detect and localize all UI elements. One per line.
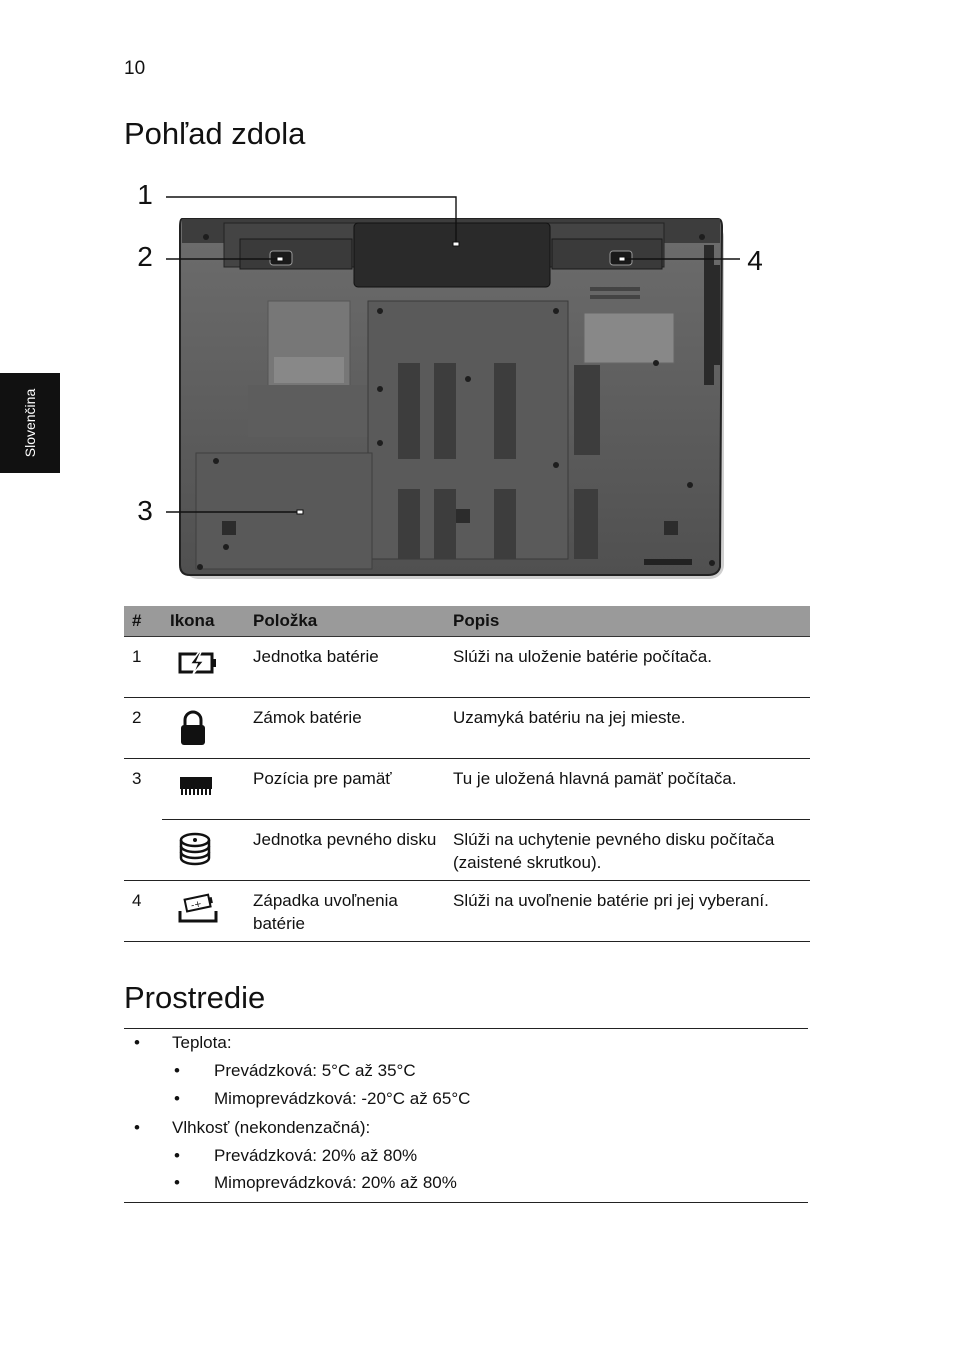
table-row [124,637,810,698]
laptop-bottom-figure [124,175,814,587]
row-number: 2 [132,708,142,727]
callout-3: 3 [137,495,153,526]
header-description: Popis [445,606,810,637]
row-item: Západka uvoľnenia batérie [245,881,445,942]
bullet-icon: • [134,1118,140,1137]
list-item [174,1145,418,1167]
row-description: Slúži na uvoľnenie batérie pri jej vyberaní. [445,881,810,942]
row-item: Jednotka pevného disku [245,820,445,881]
list-item [134,1032,232,1054]
language-side-tab [0,373,60,473]
list-item [174,1088,471,1110]
row-description: Uzamyká batériu na jej mieste. [453,708,686,727]
table-row [124,698,810,759]
table-row [124,820,810,881]
bullet-icon: • [174,1173,180,1192]
table-row [124,759,810,820]
header-number: # [124,606,162,637]
list-item [134,1117,371,1139]
memory-icon [162,759,245,820]
row-number: 1 [124,637,162,698]
lock-icon [162,698,245,759]
row-number [124,820,162,881]
humidity-non-operating: Mimoprevádzková: 20% až 80% [214,1173,457,1192]
temperature-operating: Prevádzková: 5°C až 35°C [214,1061,416,1080]
row-description: Slúži na uchytenie pevného disku počítača (zaistené skrutkou). [445,820,810,881]
laptop-bottom-illustration [124,175,814,587]
section-title-environment: Prostredie [124,980,266,1015]
svg-text:-+: -+ [190,899,203,912]
bullet-icon: • [174,1061,180,1080]
battery-icon [162,637,245,698]
list-item [174,1172,457,1194]
row-item: Jednotka batérie [245,637,445,698]
page-number: 10 [124,58,146,79]
row-number: 3 [132,769,142,788]
row-number: 4 [124,881,162,942]
row-description: Slúži na uloženie batérie počítača. [445,637,810,698]
environment-list [124,1028,808,1203]
temperature-label: Teplota: [172,1033,232,1052]
callout-2: 2 [137,241,153,272]
section-title-bottom-view: Pohľad zdola [124,116,306,151]
bullet-icon: • [134,1033,140,1052]
table-header-row [124,606,810,637]
humidity-label: Vlhkosť (nekondenzačná): [172,1118,371,1137]
hard-disk-icon [162,820,245,881]
header-item: Položka [245,606,445,637]
side-tab-label: Slovenčina [22,388,38,458]
row-description: Tu je uložená hlavná pamäť počítača. [445,759,810,820]
humidity-operating: Prevádzková: 20% až 80% [214,1146,418,1165]
list-item [174,1060,416,1082]
temperature-non-operating: Mimoprevádzková: -20°C až 65°C [214,1089,471,1108]
bullet-icon: • [174,1089,180,1108]
battery-release-icon [162,881,245,942]
row-item: Pozícia pre pamäť [245,759,445,820]
callout-1: 1 [137,179,153,210]
row-item: Zámok batérie [253,708,362,727]
bullet-icon: • [174,1146,180,1165]
table-row [124,881,810,942]
header-icon: Ikona [162,606,245,637]
bottom-view-table [124,606,810,942]
callout-4: 4 [747,245,763,276]
